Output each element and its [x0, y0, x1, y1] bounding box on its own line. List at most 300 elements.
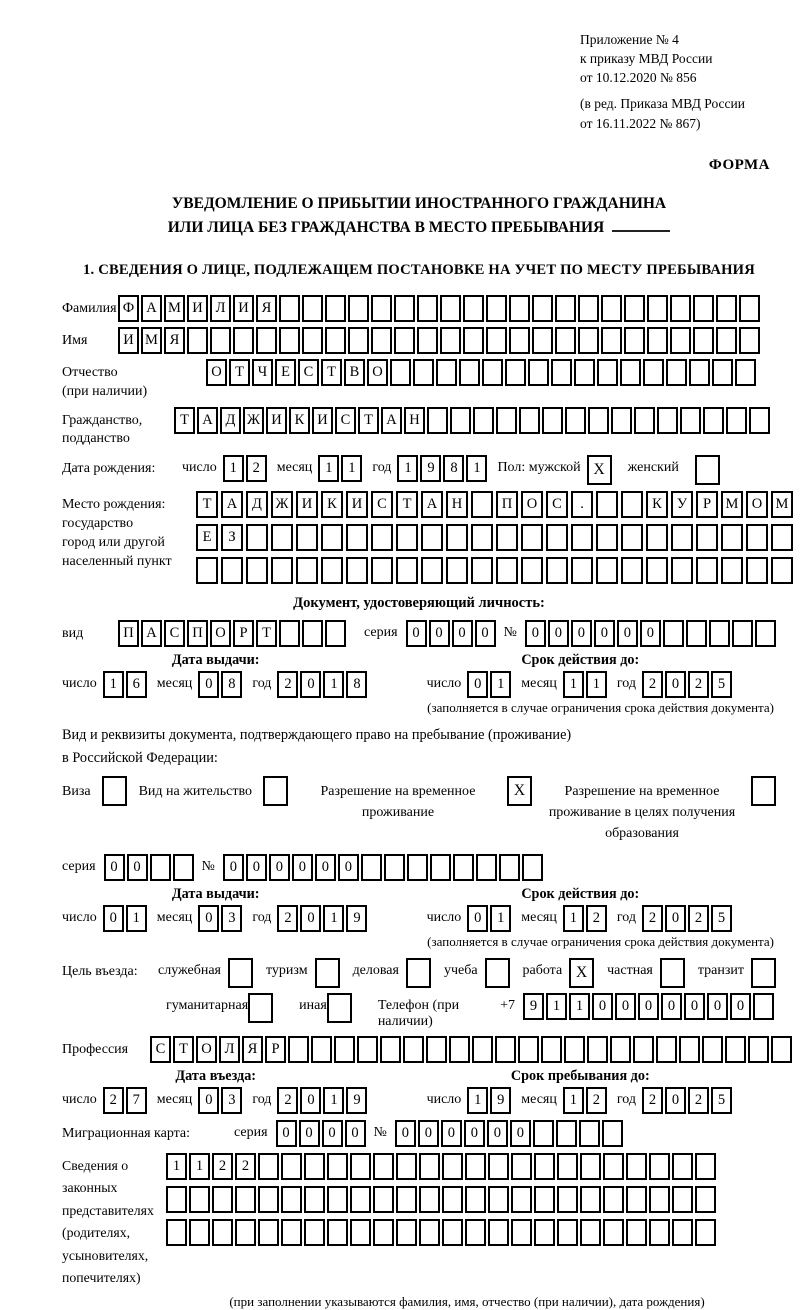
- char-cell[interactable]: [696, 524, 718, 551]
- char-cell[interactable]: З: [221, 524, 243, 551]
- char-cell[interactable]: [579, 1120, 600, 1147]
- char-cell[interactable]: Т: [321, 359, 342, 386]
- char-cell[interactable]: [453, 854, 474, 881]
- char-cell[interactable]: [459, 359, 480, 386]
- char-cell[interactable]: 0: [300, 905, 321, 932]
- char-cell[interactable]: [394, 295, 415, 322]
- char-cell[interactable]: [371, 557, 393, 584]
- option-checkbox[interactable]: [751, 776, 776, 806]
- char-cell[interactable]: [541, 1036, 562, 1063]
- char-cell[interactable]: [417, 327, 438, 354]
- char-cell[interactable]: 6: [126, 671, 147, 698]
- char-cell[interactable]: 0: [246, 854, 267, 881]
- char-cell[interactable]: [749, 407, 770, 434]
- option-checkbox[interactable]: [315, 958, 340, 988]
- char-cell[interactable]: [430, 854, 451, 881]
- char-cell[interactable]: [321, 524, 343, 551]
- option-checkbox[interactable]: [485, 958, 510, 988]
- char-cell[interactable]: [465, 1219, 486, 1246]
- char-cell[interactable]: [621, 491, 643, 518]
- option-checkbox[interactable]: [228, 958, 253, 988]
- char-cell[interactable]: Д: [246, 491, 268, 518]
- char-cell[interactable]: Ж: [243, 407, 264, 434]
- char-cell[interactable]: [603, 1153, 624, 1180]
- char-cell[interactable]: 0: [276, 1120, 297, 1147]
- char-cell[interactable]: П: [187, 620, 208, 647]
- char-cell[interactable]: О: [367, 359, 388, 386]
- char-cell[interactable]: С: [335, 407, 356, 434]
- char-cell[interactable]: И: [118, 327, 139, 354]
- char-cell[interactable]: Ф: [118, 295, 139, 322]
- char-cell[interactable]: 0: [300, 671, 321, 698]
- char-cell[interactable]: Д: [220, 407, 241, 434]
- char-cell[interactable]: [380, 1036, 401, 1063]
- char-cell[interactable]: А: [381, 407, 402, 434]
- char-cell[interactable]: [446, 557, 468, 584]
- char-cell[interactable]: [602, 1120, 623, 1147]
- char-cell[interactable]: [471, 557, 493, 584]
- char-cell[interactable]: 0: [510, 1120, 531, 1147]
- char-cell[interactable]: [413, 359, 434, 386]
- char-cell[interactable]: [442, 1186, 463, 1213]
- char-cell[interactable]: [189, 1219, 210, 1246]
- char-cell[interactable]: О: [206, 359, 227, 386]
- char-cell[interactable]: [496, 524, 518, 551]
- char-cell[interactable]: [321, 557, 343, 584]
- char-cell[interactable]: [534, 1153, 555, 1180]
- char-cell[interactable]: [746, 524, 768, 551]
- char-cell[interactable]: К: [321, 491, 343, 518]
- char-cell[interactable]: Т: [196, 491, 218, 518]
- char-cell[interactable]: П: [118, 620, 139, 647]
- char-cell[interactable]: 0: [418, 1120, 439, 1147]
- char-cell[interactable]: [442, 1219, 463, 1246]
- char-cell[interactable]: [557, 1186, 578, 1213]
- char-cell[interactable]: [597, 359, 618, 386]
- char-cell[interactable]: [518, 1036, 539, 1063]
- char-cell[interactable]: [656, 1036, 677, 1063]
- char-cell[interactable]: 9: [346, 905, 367, 932]
- char-cell[interactable]: [546, 557, 568, 584]
- char-cell[interactable]: [672, 1186, 693, 1213]
- char-cell[interactable]: Н: [446, 491, 468, 518]
- char-cell[interactable]: 1: [397, 455, 418, 482]
- char-cell[interactable]: [403, 1036, 424, 1063]
- char-cell[interactable]: [739, 327, 760, 354]
- char-cell[interactable]: [771, 557, 793, 584]
- char-cell[interactable]: О: [521, 491, 543, 518]
- option-checkbox[interactable]: [327, 993, 352, 1023]
- char-cell[interactable]: 1: [563, 905, 584, 932]
- char-cell[interactable]: [304, 1219, 325, 1246]
- char-cell[interactable]: [350, 1186, 371, 1213]
- option-checkbox[interactable]: [248, 993, 273, 1023]
- char-cell[interactable]: [258, 1219, 279, 1246]
- char-cell[interactable]: [580, 1186, 601, 1213]
- char-cell[interactable]: [166, 1219, 187, 1246]
- char-cell[interactable]: [488, 1153, 509, 1180]
- char-cell[interactable]: [496, 557, 518, 584]
- char-cell[interactable]: 2: [688, 671, 709, 698]
- char-cell[interactable]: [256, 327, 277, 354]
- char-cell[interactable]: 1: [189, 1153, 210, 1180]
- char-cell[interactable]: [436, 359, 457, 386]
- char-cell[interactable]: 9: [346, 1087, 367, 1114]
- char-cell[interactable]: 3: [221, 905, 242, 932]
- option-checkbox[interactable]: X: [507, 776, 532, 806]
- char-cell[interactable]: [557, 1153, 578, 1180]
- char-cell[interactable]: 0: [730, 993, 751, 1020]
- char-cell[interactable]: [465, 1186, 486, 1213]
- char-cell[interactable]: [327, 1186, 348, 1213]
- char-cell[interactable]: 2: [688, 1087, 709, 1114]
- char-cell[interactable]: [657, 407, 678, 434]
- char-cell[interactable]: 1: [586, 671, 607, 698]
- char-cell[interactable]: [621, 524, 643, 551]
- char-cell[interactable]: 2: [277, 1087, 298, 1114]
- option-checkbox[interactable]: [263, 776, 288, 806]
- char-cell[interactable]: С: [298, 359, 319, 386]
- char-cell[interactable]: [735, 359, 756, 386]
- char-cell[interactable]: [732, 620, 753, 647]
- char-cell[interactable]: Ч: [252, 359, 273, 386]
- char-cell[interactable]: У: [671, 491, 693, 518]
- char-cell[interactable]: 0: [198, 671, 219, 698]
- option-checkbox[interactable]: [751, 958, 776, 988]
- char-cell[interactable]: Р: [265, 1036, 286, 1063]
- char-cell[interactable]: Т: [256, 620, 277, 647]
- char-cell[interactable]: Л: [210, 295, 231, 322]
- char-cell[interactable]: М: [164, 295, 185, 322]
- char-cell[interactable]: [571, 557, 593, 584]
- char-cell[interactable]: 1: [323, 1087, 344, 1114]
- char-cell[interactable]: [302, 620, 323, 647]
- char-cell[interactable]: [689, 359, 710, 386]
- char-cell[interactable]: 0: [594, 620, 615, 647]
- char-cell[interactable]: Р: [233, 620, 254, 647]
- char-cell[interactable]: [394, 327, 415, 354]
- char-cell[interactable]: [440, 327, 461, 354]
- char-cell[interactable]: 2: [586, 905, 607, 932]
- char-cell[interactable]: С: [150, 1036, 171, 1063]
- char-cell[interactable]: [519, 407, 540, 434]
- char-cell[interactable]: [296, 524, 318, 551]
- char-cell[interactable]: 0: [338, 854, 359, 881]
- option-checkbox[interactable]: X: [569, 958, 594, 988]
- char-cell[interactable]: А: [421, 491, 443, 518]
- char-cell[interactable]: 0: [661, 993, 682, 1020]
- char-cell[interactable]: 8: [443, 455, 464, 482]
- char-cell[interactable]: М: [771, 491, 793, 518]
- char-cell[interactable]: [546, 524, 568, 551]
- char-cell[interactable]: [471, 524, 493, 551]
- char-cell[interactable]: 0: [103, 905, 124, 932]
- char-cell[interactable]: 0: [345, 1120, 366, 1147]
- char-cell[interactable]: [695, 1219, 716, 1246]
- char-cell[interactable]: 2: [103, 1087, 124, 1114]
- char-cell[interactable]: [373, 1219, 394, 1246]
- char-cell[interactable]: [649, 1186, 670, 1213]
- char-cell[interactable]: [596, 524, 618, 551]
- char-cell[interactable]: [465, 1153, 486, 1180]
- char-cell[interactable]: [596, 557, 618, 584]
- char-cell[interactable]: [663, 620, 684, 647]
- char-cell[interactable]: [771, 1036, 792, 1063]
- char-cell[interactable]: [371, 295, 392, 322]
- char-cell[interactable]: [486, 327, 507, 354]
- char-cell[interactable]: [534, 1219, 555, 1246]
- char-cell[interactable]: [621, 557, 643, 584]
- char-cell[interactable]: [574, 359, 595, 386]
- char-cell[interactable]: [601, 295, 622, 322]
- char-cell[interactable]: [672, 1153, 693, 1180]
- char-cell[interactable]: [542, 407, 563, 434]
- char-cell[interactable]: 0: [292, 854, 313, 881]
- char-cell[interactable]: [624, 295, 645, 322]
- char-cell[interactable]: 0: [475, 620, 496, 647]
- char-cell[interactable]: [753, 993, 774, 1020]
- char-cell[interactable]: [610, 1036, 631, 1063]
- char-cell[interactable]: [620, 359, 641, 386]
- char-cell[interactable]: [671, 524, 693, 551]
- char-cell[interactable]: [417, 295, 438, 322]
- char-cell[interactable]: [755, 620, 776, 647]
- char-cell[interactable]: [166, 1186, 187, 1213]
- char-cell[interactable]: 8: [221, 671, 242, 698]
- char-cell[interactable]: [235, 1186, 256, 1213]
- char-cell[interactable]: Е: [196, 524, 218, 551]
- char-cell[interactable]: [725, 1036, 746, 1063]
- char-cell[interactable]: [555, 327, 576, 354]
- char-cell[interactable]: [288, 1036, 309, 1063]
- char-cell[interactable]: 1: [126, 905, 147, 932]
- char-cell[interactable]: [271, 524, 293, 551]
- char-cell[interactable]: Т: [173, 1036, 194, 1063]
- char-cell[interactable]: 9: [523, 993, 544, 1020]
- char-cell[interactable]: [279, 295, 300, 322]
- char-cell[interactable]: [670, 327, 691, 354]
- char-cell[interactable]: [534, 1186, 555, 1213]
- char-cell[interactable]: [463, 327, 484, 354]
- char-cell[interactable]: [419, 1186, 440, 1213]
- char-cell[interactable]: [533, 1120, 554, 1147]
- char-cell[interactable]: [511, 1219, 532, 1246]
- char-cell[interactable]: [210, 327, 231, 354]
- char-cell[interactable]: 5: [711, 905, 732, 932]
- char-cell[interactable]: [671, 557, 693, 584]
- char-cell[interactable]: [235, 1219, 256, 1246]
- char-cell[interactable]: [528, 359, 549, 386]
- char-cell[interactable]: [350, 1153, 371, 1180]
- char-cell[interactable]: 9: [420, 455, 441, 482]
- char-cell[interactable]: Н: [404, 407, 425, 434]
- char-cell[interactable]: И: [312, 407, 333, 434]
- char-cell[interactable]: А: [197, 407, 218, 434]
- sex-male-checkbox[interactable]: X: [587, 455, 612, 485]
- char-cell[interactable]: 0: [684, 993, 705, 1020]
- char-cell[interactable]: 0: [429, 620, 450, 647]
- char-cell[interactable]: [511, 1153, 532, 1180]
- char-cell[interactable]: [739, 295, 760, 322]
- char-cell[interactable]: 0: [406, 620, 427, 647]
- char-cell[interactable]: 0: [617, 620, 638, 647]
- char-cell[interactable]: [150, 854, 171, 881]
- char-cell[interactable]: [482, 359, 503, 386]
- char-cell[interactable]: [532, 295, 553, 322]
- char-cell[interactable]: [446, 524, 468, 551]
- char-cell[interactable]: 7: [126, 1087, 147, 1114]
- char-cell[interactable]: [646, 524, 668, 551]
- char-cell[interactable]: 0: [322, 1120, 343, 1147]
- char-cell[interactable]: А: [141, 620, 162, 647]
- char-cell[interactable]: Е: [275, 359, 296, 386]
- char-cell[interactable]: 0: [640, 620, 661, 647]
- char-cell[interactable]: 1: [563, 1087, 584, 1114]
- char-cell[interactable]: Р: [696, 491, 718, 518]
- char-cell[interactable]: [601, 327, 622, 354]
- char-cell[interactable]: 5: [711, 1087, 732, 1114]
- char-cell[interactable]: [551, 359, 572, 386]
- char-cell[interactable]: [334, 1036, 355, 1063]
- char-cell[interactable]: 0: [395, 1120, 416, 1147]
- char-cell[interactable]: 0: [467, 671, 488, 698]
- char-cell[interactable]: [511, 1186, 532, 1213]
- char-cell[interactable]: [396, 524, 418, 551]
- char-cell[interactable]: [532, 327, 553, 354]
- char-cell[interactable]: [348, 327, 369, 354]
- char-cell[interactable]: [488, 1219, 509, 1246]
- char-cell[interactable]: [771, 524, 793, 551]
- char-cell[interactable]: [580, 1219, 601, 1246]
- char-cell[interactable]: [373, 1186, 394, 1213]
- char-cell[interactable]: [588, 407, 609, 434]
- char-cell[interactable]: [471, 491, 493, 518]
- char-cell[interactable]: [361, 854, 382, 881]
- char-cell[interactable]: [279, 327, 300, 354]
- char-cell[interactable]: [580, 1153, 601, 1180]
- char-cell[interactable]: [634, 407, 655, 434]
- char-cell[interactable]: С: [546, 491, 568, 518]
- char-cell[interactable]: В: [344, 359, 365, 386]
- char-cell[interactable]: 2: [642, 905, 663, 932]
- char-cell[interactable]: 1: [490, 671, 511, 698]
- char-cell[interactable]: 0: [665, 905, 686, 932]
- char-cell[interactable]: 2: [246, 455, 267, 482]
- char-cell[interactable]: 1: [103, 671, 124, 698]
- char-cell[interactable]: 0: [452, 620, 473, 647]
- char-cell[interactable]: К: [289, 407, 310, 434]
- char-cell[interactable]: [712, 359, 733, 386]
- char-cell[interactable]: [325, 327, 346, 354]
- char-cell[interactable]: И: [266, 407, 287, 434]
- char-cell[interactable]: 0: [464, 1120, 485, 1147]
- option-checkbox[interactable]: [406, 958, 431, 988]
- char-cell[interactable]: [396, 557, 418, 584]
- char-cell[interactable]: [463, 295, 484, 322]
- char-cell[interactable]: [578, 327, 599, 354]
- char-cell[interactable]: Я: [164, 327, 185, 354]
- char-cell[interactable]: [449, 1036, 470, 1063]
- char-cell[interactable]: [596, 491, 618, 518]
- char-cell[interactable]: [496, 407, 517, 434]
- char-cell[interactable]: [643, 359, 664, 386]
- char-cell[interactable]: [555, 295, 576, 322]
- char-cell[interactable]: [716, 327, 737, 354]
- char-cell[interactable]: [693, 327, 714, 354]
- char-cell[interactable]: [350, 1219, 371, 1246]
- char-cell[interactable]: 1: [490, 905, 511, 932]
- char-cell[interactable]: [522, 854, 543, 881]
- char-cell[interactable]: 0: [487, 1120, 508, 1147]
- char-cell[interactable]: [709, 620, 730, 647]
- char-cell[interactable]: 1: [546, 993, 567, 1020]
- char-cell[interactable]: 1: [323, 671, 344, 698]
- option-checkbox[interactable]: [660, 958, 685, 988]
- char-cell[interactable]: [271, 557, 293, 584]
- char-cell[interactable]: [680, 407, 701, 434]
- char-cell[interactable]: 0: [269, 854, 290, 881]
- char-cell[interactable]: [679, 1036, 700, 1063]
- char-cell[interactable]: [384, 854, 405, 881]
- char-cell[interactable]: 0: [127, 854, 148, 881]
- char-cell[interactable]: [721, 557, 743, 584]
- char-cell[interactable]: О: [746, 491, 768, 518]
- char-cell[interactable]: С: [164, 620, 185, 647]
- char-cell[interactable]: 1: [318, 455, 339, 482]
- char-cell[interactable]: [258, 1153, 279, 1180]
- char-cell[interactable]: [505, 359, 526, 386]
- char-cell[interactable]: 0: [548, 620, 569, 647]
- char-cell[interactable]: 1: [467, 1087, 488, 1114]
- char-cell[interactable]: 0: [638, 993, 659, 1020]
- char-cell[interactable]: О: [196, 1036, 217, 1063]
- char-cell[interactable]: С: [371, 491, 393, 518]
- char-cell[interactable]: [626, 1186, 647, 1213]
- char-cell[interactable]: [427, 407, 448, 434]
- char-cell[interactable]: [407, 854, 428, 881]
- char-cell[interactable]: [703, 407, 724, 434]
- char-cell[interactable]: 0: [571, 620, 592, 647]
- char-cell[interactable]: 2: [688, 905, 709, 932]
- char-cell[interactable]: М: [141, 327, 162, 354]
- char-cell[interactable]: [346, 557, 368, 584]
- char-cell[interactable]: [495, 1036, 516, 1063]
- char-cell[interactable]: [421, 524, 443, 551]
- char-cell[interactable]: 0: [467, 905, 488, 932]
- option-checkbox[interactable]: [102, 776, 127, 806]
- char-cell[interactable]: [396, 1186, 417, 1213]
- char-cell[interactable]: [472, 1036, 493, 1063]
- char-cell[interactable]: А: [221, 491, 243, 518]
- char-cell[interactable]: [557, 1219, 578, 1246]
- char-cell[interactable]: 5: [711, 671, 732, 698]
- char-cell[interactable]: [450, 407, 471, 434]
- char-cell[interactable]: [748, 1036, 769, 1063]
- char-cell[interactable]: [702, 1036, 723, 1063]
- char-cell[interactable]: [578, 295, 599, 322]
- char-cell[interactable]: [396, 1219, 417, 1246]
- char-cell[interactable]: Я: [256, 295, 277, 322]
- char-cell[interactable]: Ж: [271, 491, 293, 518]
- char-cell[interactable]: [440, 295, 461, 322]
- char-cell[interactable]: [611, 407, 632, 434]
- char-cell[interactable]: 0: [299, 1120, 320, 1147]
- char-cell[interactable]: 0: [223, 854, 244, 881]
- char-cell[interactable]: [419, 1153, 440, 1180]
- char-cell[interactable]: 0: [525, 620, 546, 647]
- char-cell[interactable]: [421, 557, 443, 584]
- char-cell[interactable]: [647, 327, 668, 354]
